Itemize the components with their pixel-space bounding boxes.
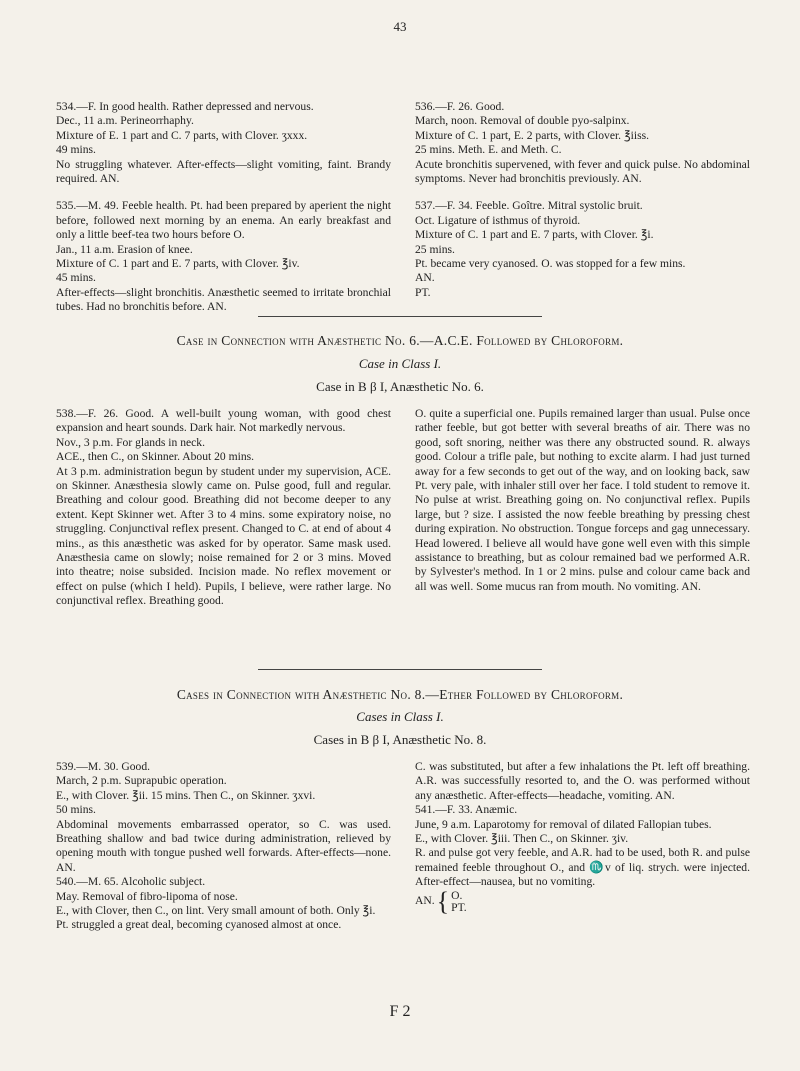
- case-538-intro: 538.—F. 26. Good. A well-built young woman, with good chest expansion and heart sounds. Dark hair. Not markedly nervous.: [56, 407, 391, 435]
- case-534-line1: 534.—F. In good health. Rather depressed and nervous.: [56, 100, 314, 113]
- sign-pt: PT.: [451, 900, 467, 914]
- case-540-continued: C. was substituted, but after a few inhalations the Pt. left off breathing. A.R. was successfully resorted to, and the O. was performed without any anæsthetic. After-effects—headache, vomiting. AN.: [415, 760, 750, 802]
- case-539-line2: March, 2 p.m. Suprapubic operation.: [56, 774, 227, 788]
- section2-case-line: Cases in B β I, Anæsthetic No. 8.: [313, 732, 487, 747]
- case-539-line4: 50 mins.: [56, 803, 96, 817]
- case-540-line3: E., with Clover, then C., on lint. Very small amount of both. Only ℥i.: [56, 904, 376, 918]
- top-right-column: [415, 100, 750, 300]
- page-number: 43: [393, 19, 407, 34]
- case-536-line1: 536.—F. 26. Good.: [415, 100, 505, 113]
- section1-case-line: Case in B β I, Anæsthetic No. 6.: [316, 379, 484, 394]
- case-538-continued: O. quite a superficial one. Pupils remained larger than usual. Pulse once rather feeble, but got better with several breaths of air. There was no good, soft snoring, neither was there any obstructed sound. R. always good. Colour a trifle pale, but nothing to excite alarm. I had just turned away for a few seconds to get out of the way, and on looking back, saw Pt. very pale, with inhaler still over her face. I told student to remove it. No pulse at wrist. Breathing going on. No conjunctival reflex. Pupils large, but ? size. I assisted the now feeble breathing by pressing chest during expiration. No obstruction. Tongue forceps and gag unnecessary. Head lowered. I believe all would have gone well even with this simple assistance to breathing, but as colour remained bad we performed A.R. by Sylvester's method. In 1 or 2 mins. pulse and colour came back and all was well. Some mucus ran from mouth. No vomiting. AN.: [415, 407, 750, 593]
- case-535-line3: Mixture of C. 1 part and E. 7 parts, with Clover. ℥iv.: [56, 257, 300, 271]
- case-537-line7: PT.: [415, 285, 431, 299]
- case-536-line4: 25 mins. Meth. E. and Meth. C.: [415, 143, 562, 157]
- anaesthetist-signature: [415, 886, 750, 916]
- top-left-column: [56, 100, 391, 315]
- case-541-line1: 541.—F. 33. Anæmic.: [415, 803, 518, 817]
- case-534-line2: Dec., 11 a.m. Perineorrhaphy.: [56, 114, 194, 128]
- case-540-line4: Pt. struggled a great deal, becoming cyanosed almost at once.: [56, 918, 342, 932]
- case-539-line5: Abdominal movements embarrassed operator, so C. was used. Breathing shallow and bad twice during administration, relieved by opening mouth with tongue pushed well forwards. After-effects—none. AN.: [56, 817, 391, 874]
- divider-2: [258, 669, 542, 670]
- case-534-line3: Mixture of E. 1 part and C. 7 parts, with Clover. ʒxxx.: [56, 128, 308, 142]
- section2-right-column: [415, 760, 750, 914]
- case-538-anaesthetic: ACE., then C., on Skinner. About 20 mins.: [56, 450, 255, 464]
- section1-right-column: [415, 407, 750, 594]
- section2-class: [0, 710, 800, 724]
- case-537-line2: Oct. Ligature of isthmus of thyroid.: [415, 213, 581, 227]
- case-535-line5: After-effects—slight bronchitis. Anæsthetic seemed to irritate bronchial tubes. Had no bronchitis before. AN.: [56, 285, 391, 314]
- section1-left-column: [56, 407, 391, 609]
- case-535-line1: 535.—M. 49. Feeble health. Pt. had been prepared by aperient the night before, followed next morning by an enema. An early breakfast and only a little beef-tea two hours before O.: [56, 199, 391, 242]
- divider-1: [258, 316, 542, 317]
- case-539-line3: E., with Clover. ℥ii. 15 mins. Then C., on Skinner. ʒxvi.: [56, 788, 316, 802]
- case-537-line4: 25 mins.: [415, 242, 455, 256]
- case-537-line5: Pt. became very cyanosed. O. was stopped for a few mins.: [415, 257, 686, 271]
- brace-glyph: {: [436, 886, 450, 916]
- case-537-line1: 537.—F. 34. Feeble. Goître. Mitral systolic bruit.: [415, 199, 643, 213]
- case-538-narrative: At 3 p.m. administration begun by student under my supervision, ACE. on Skinner. Anæsthesia slowly came on. Pulse good, full and regular. Breathing and colour good. Breathing did not become deeper to any extent. Kept Skinner wet. After 3 to 4 mins. some expiratory noise, no struggling. Conjunctival reflex present. Changed to C. at end of about 4 mins., as this anæsthetic was asked for by operator. Same mask used. Anæsthesia came on slowly; noise remained for 2 or 3 mins. Moved into theatre; noise subsided. Incision made. No reflex movement or effect on pulse (which I held). Pupils, I believe, were rather large. No conjunctival reflex. Breathing good.: [56, 464, 391, 608]
- section1-class: [0, 357, 800, 371]
- sign-o: O.: [451, 888, 463, 902]
- case-538-date: Nov., 3 p.m. For glands in neck.: [56, 435, 205, 449]
- case-541-line2: June, 9 a.m. Laparotomy for removal of dilated Fallopian tubes.: [415, 817, 712, 831]
- case-537-line3: Mixture of C. 1 part and E. 7 parts, with Clover. ℥i.: [415, 228, 654, 242]
- sign-stack: [451, 890, 467, 914]
- case-534-line4: 49 mins.: [56, 143, 96, 157]
- case-536-line3: Mixture of C. 1 part, E. 2 parts, with Clover. ℥iiss.: [415, 128, 650, 142]
- case-540-line1: 540.—M. 65. Alcoholic subject.: [56, 875, 206, 889]
- case-541-line3: E., with Clover. ℥iii. Then C., on Skinner. ʒiv.: [415, 832, 629, 846]
- case-537-line6: AN.: [415, 271, 435, 285]
- case-541-line4: R. and pulse got very feeble, and A.R. had to be used, both R. and pulse remained feeble throughout O., and ♏v of liq. strych. were injected. After-effect—nausea, but no vomiting.: [415, 846, 750, 889]
- section1-heading: Case in Connection with Anæsthetic No. 6.—A.C.E. Followed by Chloroform.: [176, 333, 624, 348]
- case-535-line2: Jan., 11 a.m. Erasion of knee.: [56, 242, 193, 256]
- case-535-line4: 45 mins.: [56, 271, 96, 285]
- section2-class-text: Cases in Class I.: [356, 709, 444, 724]
- case-539-line1: 539.—M. 30. Good.: [56, 760, 151, 773]
- case-536-line5: Acute bronchitis supervened, with fever and quick pulse. No abdominal symptoms. Never had bronchitis previously. AN.: [415, 157, 750, 186]
- case-540-line2: May. Removal of fibro-lipoma of nose.: [56, 889, 238, 903]
- section2-heading: Cases in Connection with Anæsthetic No. 8.—Ether Followed by Chloroform.: [176, 687, 624, 702]
- section2-left-column: [56, 760, 391, 933]
- case-536-line2: March, noon. Removal of double pyo-salpinx.: [415, 114, 630, 128]
- case-534-line5: No struggling whatever. After-effects—slight vomiting, faint. Brandy required. AN.: [56, 157, 391, 186]
- sign-an: AN.: [415, 894, 435, 908]
- signature-mark: F 2: [389, 1003, 411, 1020]
- section1-class-text: Case in Class I.: [358, 356, 442, 371]
